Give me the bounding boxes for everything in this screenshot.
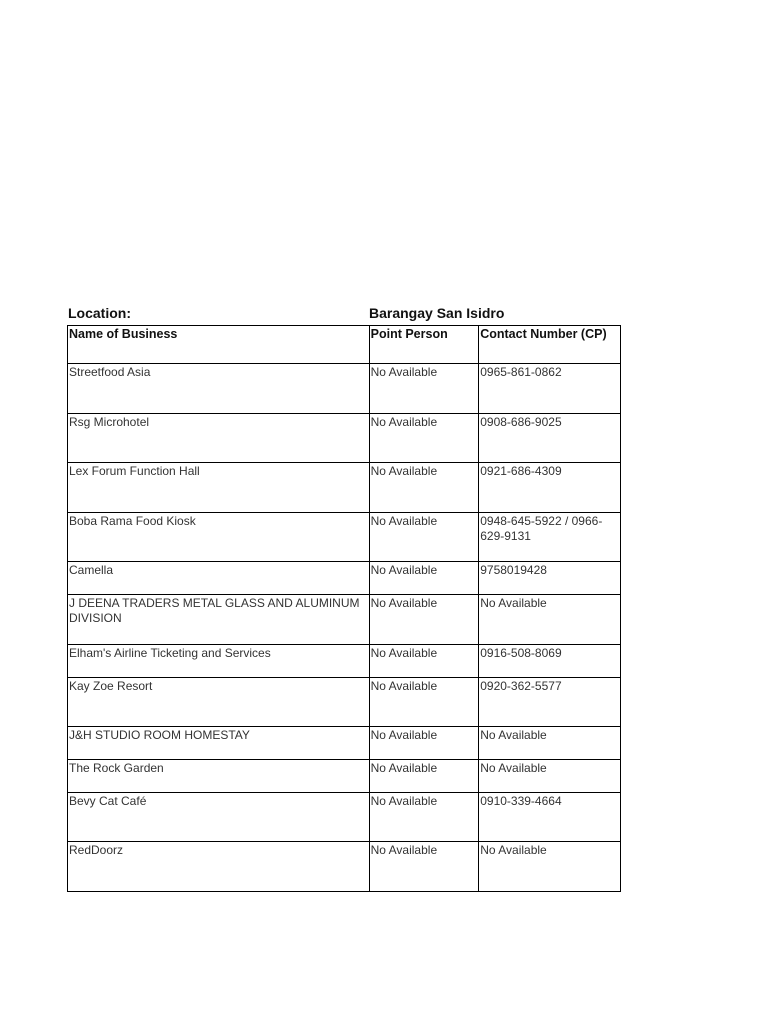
contact-number-cell: 0910-339-4664 (479, 793, 621, 842)
contact-number-cell: No Available (479, 727, 621, 760)
table-row (68, 645, 621, 678)
business-name-cell: Rsg Microhotel (68, 414, 370, 463)
contact-number-cell: 0920-362-5577 (479, 678, 621, 727)
contact-number-cell: 9758019428 (479, 562, 621, 595)
business-name-cell: Camella (68, 562, 370, 595)
business-name-cell: Streetfood Asia (68, 364, 370, 414)
location-value: Barangay San Isidro (369, 305, 505, 321)
location-row (68, 305, 621, 325)
table-row (68, 414, 621, 463)
contact-number-cell: No Available (479, 595, 621, 645)
table-row (68, 463, 621, 513)
business-name-cell: Boba Rama Food Kiosk (68, 513, 370, 562)
business-name-cell: J&H STUDIO ROOM HOMESTAY (68, 727, 370, 760)
contact-number-cell: 0921-686-4309 (479, 463, 621, 513)
table-row (68, 842, 621, 892)
contact-number-cell: 0965-861-0862 (479, 364, 621, 414)
point-person-cell: No Available (369, 645, 479, 678)
point-person-cell: No Available (369, 727, 479, 760)
header-name-of-business: Name of Business (68, 326, 370, 364)
business-name-cell: Elham's Airline Ticketing and Services (68, 645, 370, 678)
table-row (68, 364, 621, 414)
table-row (68, 727, 621, 760)
header-contact-number: Contact Number (CP) (479, 326, 621, 364)
business-name-cell: Lex Forum Function Hall (68, 463, 370, 513)
point-person-cell: No Available (369, 842, 479, 892)
table-row (68, 513, 621, 562)
point-person-cell: No Available (369, 562, 479, 595)
point-person-cell: No Available (369, 364, 479, 414)
contact-number-cell: No Available (479, 760, 621, 793)
point-person-cell: No Available (369, 414, 479, 463)
point-person-cell: No Available (369, 463, 479, 513)
table-row (68, 595, 621, 645)
point-person-cell: No Available (369, 678, 479, 727)
table-row (68, 678, 621, 727)
contact-number-cell: No Available (479, 842, 621, 892)
point-person-cell: No Available (369, 760, 479, 793)
business-table (67, 325, 621, 892)
business-name-cell: Kay Zoe Resort (68, 678, 370, 727)
business-name-cell: J DEENA TRADERS METAL GLASS AND ALUMINUM DIVISION (68, 595, 370, 645)
contact-number-cell: 0948-645-5922 / 0966-629-9131 (479, 513, 621, 562)
point-person-cell: No Available (369, 793, 479, 842)
contact-number-cell: 0916-508-8069 (479, 645, 621, 678)
table-row (68, 562, 621, 595)
location-label: Location: (68, 305, 131, 321)
table-row (68, 760, 621, 793)
table-header-row (68, 326, 621, 364)
business-name-cell: RedDoorz (68, 842, 370, 892)
header-point-person: Point Person (369, 326, 479, 364)
business-name-cell: Bevy Cat Café (68, 793, 370, 842)
business-name-cell: The Rock Garden (68, 760, 370, 793)
contact-number-cell: 0908-686-9025 (479, 414, 621, 463)
table-row (68, 793, 621, 842)
point-person-cell: No Available (369, 595, 479, 645)
point-person-cell: No Available (369, 513, 479, 562)
